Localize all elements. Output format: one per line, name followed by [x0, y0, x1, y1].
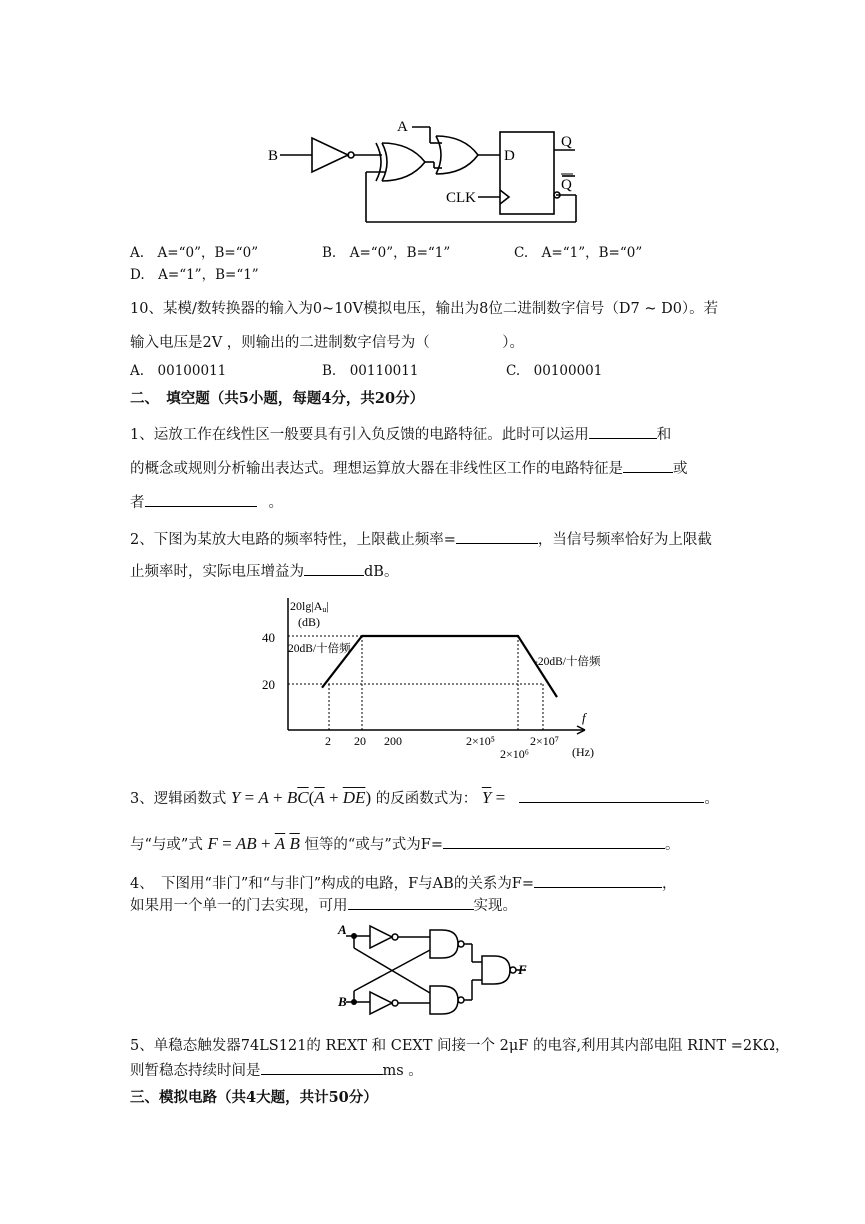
fill-4-line-a: 4、 下图用“非门”和“与非门”构成的电路，F与AB的关系为F= ， — [130, 871, 677, 894]
q9-label-clk: CLK — [446, 190, 476, 206]
y-axis-label-line2: (dB) — [298, 615, 320, 629]
fill-3-blank-1[interactable] — [519, 786, 704, 803]
fill-2-blank-2[interactable] — [304, 559, 364, 576]
fill-1-blank-1[interactable] — [589, 422, 657, 439]
x-tick-2e7: 2×10⁷ — [530, 734, 559, 748]
q9-option-b: B. A=“0”，B=“1” — [322, 245, 451, 261]
x-tick-2e5: 2×10⁵ — [466, 734, 495, 748]
slope-annotation-up: 20dB/十倍频 — [288, 643, 351, 655]
fill-1-line-b: 的概念或规则分析输出表达式。理想运算放大器在非线性区工作的电路特征是 或 — [130, 456, 688, 479]
q9-label-d: D — [504, 148, 515, 164]
f4-label-a: A — [338, 922, 347, 937]
fill-5-line-a: 5、单稳态触发器74LS121的 REXT 和 CEXT 间接一个 2μF 的电容,利用其内部电阻 RINT =2KΩ， — [130, 1038, 790, 1054]
gain-curve-line — [322, 636, 557, 697]
fill-4-blank-2[interactable] — [348, 893, 474, 910]
q9-label-b: B — [268, 148, 279, 164]
fill-2-line-b: 止频率时，实际电压增益为 dB。 — [130, 559, 398, 582]
q9-option-a: A. A=“0”，B=“0” — [130, 245, 259, 261]
q10-line2: 输入电压是2V ，则输出的二进制数字信号为（ ）。 — [130, 335, 525, 351]
x-tick-2: 2 — [325, 734, 331, 748]
q9-option-d: D. A=“1”，B=“1” — [130, 267, 259, 283]
f4-label-b: B — [338, 994, 347, 1009]
y-axis-label-line1: 20lg|Au| — [290, 599, 329, 614]
frequency-response-chart — [250, 590, 620, 765]
section-2-heading: 二、 填空题（共5小题，每题4分，共20分） — [130, 390, 425, 407]
y-tick-20: 20 — [262, 677, 275, 692]
fill-3-line-b: 与“与或”式 F = AB + $\overline{A}$ $\overline{B}$ 恒等的“或与”式为F= 。 — [130, 834, 680, 853]
fill-1-line-c: 者 。 — [130, 490, 283, 513]
q10-option-c: C. 00100001 — [506, 363, 603, 379]
q9-option-c: C. A=“1”，B=“0” — [514, 245, 643, 261]
fill-1-blank-3[interactable] — [145, 490, 257, 507]
x-axis-label-f: f — [582, 710, 586, 725]
fill-3-line-a: 3、逻辑函数式 $Y = A + B\overline{C}(\overline{A} + \overline{DE})$ 的反函数式为： $\overline{Y}$ = 。 — [130, 788, 719, 807]
fill-5-line-b: 则暂稳态持续时间是 ms 。 — [130, 1058, 423, 1081]
f4-label-f: F — [518, 962, 527, 977]
formula-f: F = AB + $\overline{A}$ $\overline{B}$ — [207, 834, 300, 853]
fill-4-blank-1[interactable] — [534, 871, 662, 888]
formula-y: $Y = A + B\overline{C}(\overline{A} + \overline{DE})$ — [230, 788, 372, 807]
fill-1-blank-2[interactable] — [623, 456, 673, 473]
q10-option-a: A. 00100011 — [130, 363, 227, 379]
q10-option-b: B. 00110011 — [322, 363, 419, 379]
slope-annotation-down: -20dB/十倍频 — [534, 656, 601, 668]
x-axis-label-hz: (Hz) — [572, 745, 594, 759]
fill-4-line-b: 如果用一个单一的门去实现，可用 实现。 — [130, 893, 517, 916]
y-tick-40: 40 — [262, 630, 275, 645]
x-tick-2e6: 2×10⁶ — [500, 747, 529, 761]
x-tick-200: 200 — [384, 734, 402, 748]
x-tick-20: 20 — [354, 734, 366, 748]
fill-1-line-a: 1、运放工作在线性区一般要具有引入负反馈的电路特征。此时可以运用 和 — [130, 422, 671, 445]
fill-5-blank-1[interactable] — [261, 1058, 383, 1075]
formula-ybar: $\overline{Y}$ = — [481, 788, 510, 807]
q10-line1: 10、某模/数转换器的输入为0~10V模拟电压，输出为8位二进制数字信号（D7 ~ D0）。若 — [130, 301, 719, 317]
fill-3-blank-2[interactable] — [443, 832, 665, 849]
nand-not-circuit-diagram — [330, 918, 540, 1030]
fill-2-line-a: 2、下图为某放大电路的频率特性，上限截止频率= ，当信号频率恰好为上限截 — [130, 527, 712, 550]
q9-label-qbar: Q — [561, 177, 572, 193]
section-3-heading: 三、模拟电路（共4大题，共计50分） — [130, 1089, 378, 1106]
q9-label-a: A — [397, 119, 408, 135]
fill-2-blank-1[interactable] — [456, 527, 538, 544]
q9-label-q: Q — [561, 134, 572, 150]
q9-circuit-diagram — [260, 110, 600, 235]
